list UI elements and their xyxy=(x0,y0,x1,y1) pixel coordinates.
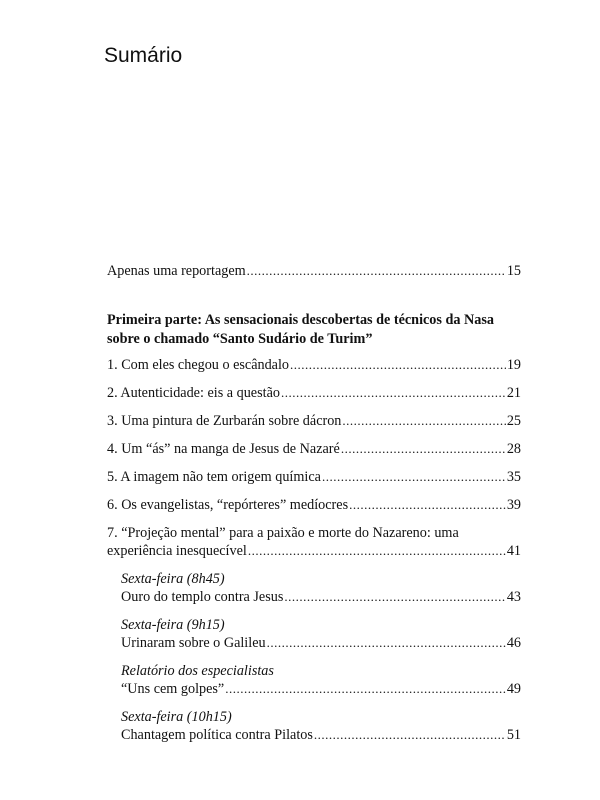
dot-leader xyxy=(322,468,506,486)
dot-leader xyxy=(284,588,505,606)
toc-entry-label: 2. Autenticidade: eis a questão xyxy=(107,385,280,401)
dot-leader xyxy=(342,412,505,430)
toc-entry-label: 6. Os evangelistas, “repórteres” medíocres xyxy=(107,497,349,513)
toc-entry-chapter-7 xyxy=(107,524,521,560)
subsection-time: Relatório dos especialistas xyxy=(121,663,274,679)
toc-entry-chapter xyxy=(107,440,521,458)
toc-entry-chapter xyxy=(107,412,521,430)
toc-page-number: 51 xyxy=(506,727,521,743)
toc-entry-subsection xyxy=(121,588,521,606)
toc-page-number: 21 xyxy=(506,385,521,401)
toc-subsection xyxy=(107,616,521,652)
toc-page-number: 43 xyxy=(506,589,521,605)
toc-entry-label: 4. Um “ás” na manga de Jesus de Nazaré xyxy=(107,441,340,457)
toc-entry-label: “Uns cem golpes” xyxy=(121,681,225,697)
toc-entry-label: 1. Com eles chegou o escândalo xyxy=(107,357,290,373)
dot-leader xyxy=(281,384,506,402)
toc-subsection xyxy=(107,708,521,744)
part-heading-line: Primeira parte: As sensacionais descobertas de técnicos da Nasa xyxy=(107,312,494,328)
toc-entry-label: 5. A imagem não tem origem química xyxy=(107,469,321,485)
toc-entry-label: Ouro do templo contra Jesus xyxy=(121,589,284,605)
dot-leader xyxy=(225,680,506,698)
toc-entry-chapter xyxy=(107,356,521,374)
part-heading-line: sobre o chamado “Santo Sudário de Turim” xyxy=(107,331,373,347)
toc-page-number: 35 xyxy=(506,469,521,485)
part-heading xyxy=(107,311,521,349)
toc-entry-label: Chantagem política contra Pilatos xyxy=(121,727,313,743)
toc-page-number: 39 xyxy=(506,497,521,513)
dot-leader xyxy=(341,440,506,458)
subsection-time: Sexta-feira (8h45) xyxy=(121,571,225,587)
dot-leader xyxy=(349,496,506,514)
toc-entry-label: 3. Uma pintura de Zurbarán sobre dácron xyxy=(107,413,342,429)
toc-entry-chapter xyxy=(107,496,521,514)
toc-page-number: 19 xyxy=(506,357,521,373)
dot-leader xyxy=(314,726,506,744)
toc-entry-continuation xyxy=(107,542,521,560)
toc-entry-subsection xyxy=(121,680,521,698)
toc-page-number: 15 xyxy=(506,263,521,279)
dot-leader xyxy=(247,262,506,280)
toc-subsection xyxy=(107,662,521,698)
toc-entry-subsection xyxy=(121,634,521,652)
dot-leader xyxy=(248,542,506,560)
dot-leader xyxy=(290,356,506,374)
table-of-contents xyxy=(107,262,521,744)
toc-entry-label: 7. “Projeção mental” para a paixão e morte do Nazareno: uma xyxy=(107,525,459,541)
toc-entry-chapter xyxy=(107,384,521,402)
toc-entry-chapter xyxy=(107,468,521,486)
toc-page-number: 41 xyxy=(506,543,521,559)
subsection-time: Sexta-feira (9h15) xyxy=(121,617,225,633)
toc-subsection xyxy=(107,570,521,606)
dot-leader xyxy=(267,634,506,652)
toc-entry-label: experiência inesquecível xyxy=(107,543,247,559)
toc-entry-subsection xyxy=(121,726,521,744)
toc-page-number: 28 xyxy=(506,441,521,457)
toc-page-number: 46 xyxy=(506,635,521,651)
toc-entry-intro xyxy=(107,262,521,280)
subsection-time: Sexta-feira (10h15) xyxy=(121,709,232,725)
toc-entry-label: Apenas uma reportagem xyxy=(107,263,246,279)
page-title: Sumário xyxy=(104,44,183,67)
toc-page-number: 49 xyxy=(506,681,521,697)
toc-page-number: 25 xyxy=(506,413,521,429)
toc-entry-label: Urinaram sobre o Galileu xyxy=(121,635,266,651)
